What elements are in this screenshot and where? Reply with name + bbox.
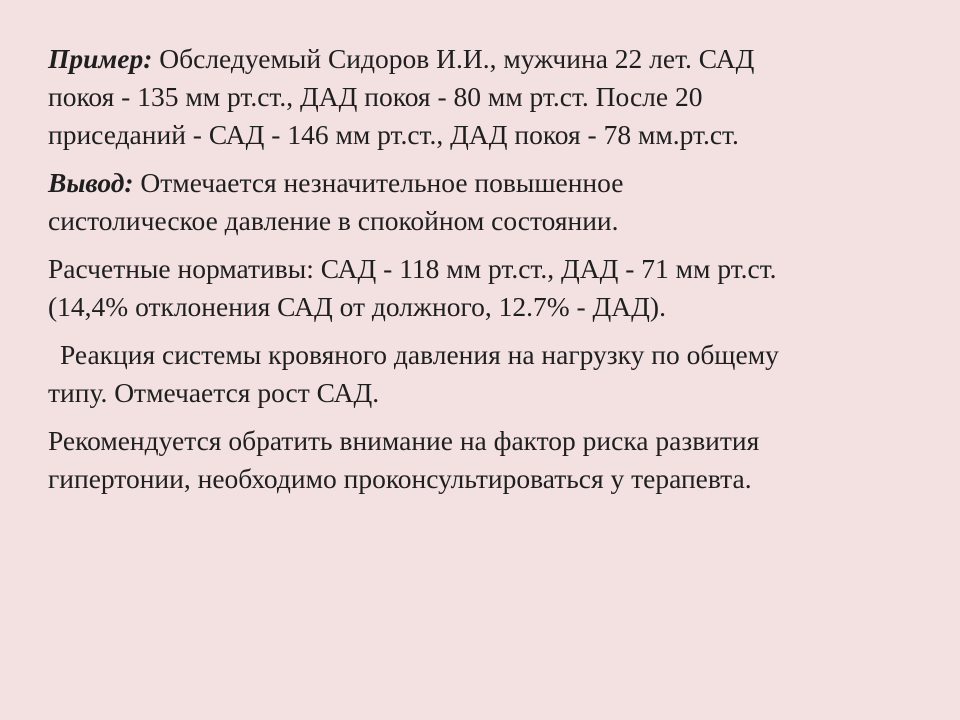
norms-line-2: (14,4% отклонения САД от должного, 12.7% - ДАД).	[48, 291, 666, 322]
recommendation-line-1: Рекомендуется обратить внимание на фактор риска развития	[48, 425, 760, 456]
norms-line-1: Расчетные нормативы: САД - 118 мм рт.ст., ДАД - 71 мм рт.ст.	[48, 253, 777, 284]
reaction-line-1: Реакция системы кровяного давления на нагрузку по общему	[60, 339, 779, 370]
reaction-paragraph	[48, 336, 928, 412]
example-paragraph	[48, 40, 928, 154]
example-line-3: приседаний - САД - 146 мм рт.ст., ДАД покоя - 78 мм.рт.ст.	[48, 119, 739, 150]
conclusion-paragraph	[48, 164, 928, 240]
example-line-2: покоя - 135 мм рт.ст., ДАД покоя - 80 мм рт.ст. После 20	[48, 81, 703, 112]
example-line-1-text: Обследуемый Сидоров И.И., мужчина 22 лет. САД	[152, 43, 755, 74]
slide-content	[48, 40, 928, 508]
example-lead: Пример:	[48, 43, 153, 74]
reaction-line-2: типу. Отмечается рост САД.	[48, 377, 380, 408]
conclusion-line-2: систолическое давление в спокойном состоянии.	[48, 205, 619, 236]
recommendation-paragraph	[48, 422, 928, 498]
norms-paragraph	[48, 250, 928, 326]
conclusion-line-1-text: Отмечается незначительное повышенное	[133, 167, 624, 198]
conclusion-line-1	[48, 164, 928, 202]
example-line-1	[48, 40, 928, 78]
recommendation-line-2: гипертонии, необходимо проконсультироваться у терапевта.	[48, 463, 752, 494]
conclusion-lead: Вывод:	[48, 167, 134, 198]
